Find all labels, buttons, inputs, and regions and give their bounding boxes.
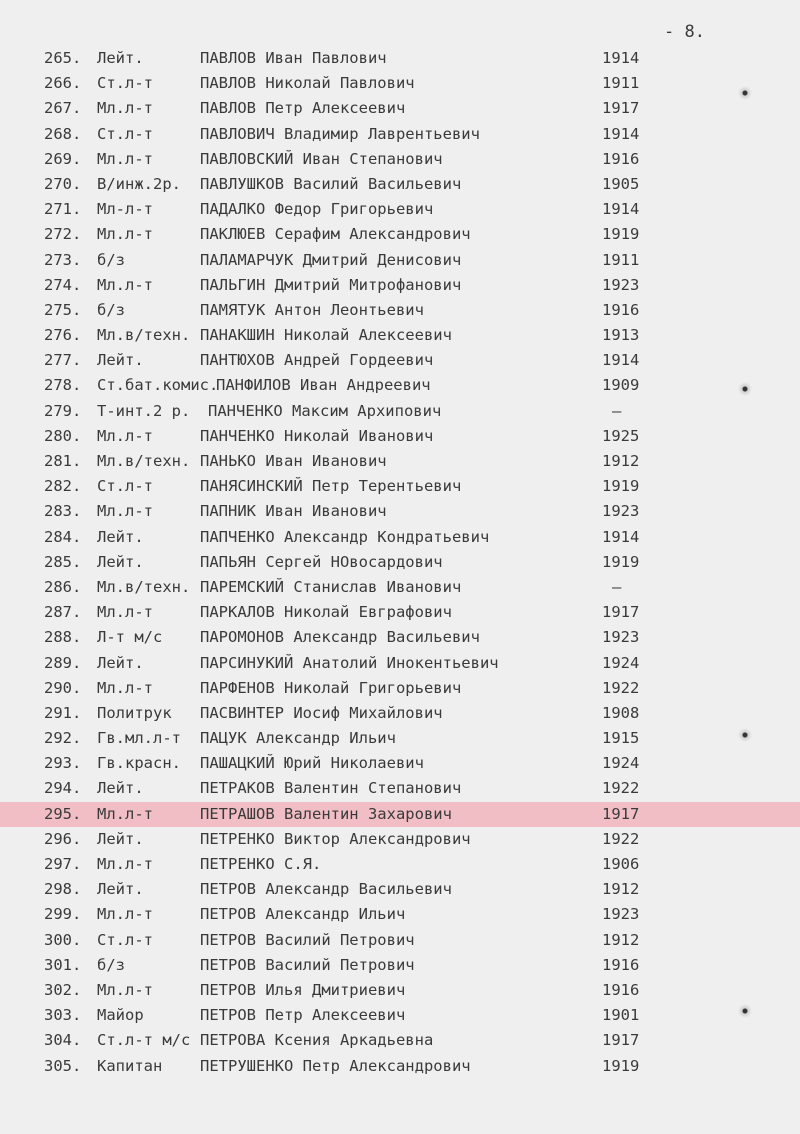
list-item	[0, 676, 800, 701]
entry-year: 1919	[602, 225, 640, 244]
list-item	[0, 625, 800, 650]
entry-year: 1901	[602, 1006, 640, 1025]
list-item	[0, 96, 800, 121]
entry-name: ПАРОМОНОВ Александр Васильевич	[200, 628, 480, 647]
entry-rank: Политрук	[97, 703, 172, 722]
entry-rank: Ст.л-т м/с	[97, 1031, 191, 1050]
list-item	[0, 197, 800, 222]
entry-year: 1914	[602, 124, 640, 143]
entry-number: 276.	[44, 326, 82, 345]
entry-name: ПАВЛУШКОВ Василий Васильевич	[200, 174, 462, 193]
list-item	[0, 248, 800, 273]
entry-name: ПАЛЬГИН Дмитрий Митрофанович	[200, 275, 462, 294]
list-item	[0, 424, 800, 449]
list-item	[0, 449, 800, 474]
entry-year: 1919	[602, 552, 640, 571]
entry-rank: б/з	[97, 250, 125, 269]
entry-number: 301.	[44, 955, 82, 974]
entry-year: 1914	[602, 527, 640, 546]
entry-number: 305.	[44, 1056, 82, 1075]
entry-number: 266.	[44, 74, 82, 93]
entry-name: ПАСВИНТЕР Иосиф Михайлович	[200, 703, 443, 722]
entry-name: ПАРФЕНОВ Николай Григорьевич	[200, 678, 462, 697]
entry-year: 1915	[602, 729, 640, 748]
entry-rank: Мл.в/техн.	[97, 452, 191, 470]
entry-year: 1914	[602, 200, 640, 219]
entry-name: ПАРКАЛОВ Николай Евграфович	[200, 603, 452, 622]
entry-rank: Мл.л-т	[97, 905, 153, 924]
list-item	[0, 71, 800, 96]
entry-rank: В/инж.2р.	[97, 174, 181, 193]
entry-name: ПАРЕМСКИЙ Станислав Иванович	[200, 577, 462, 596]
entry-year: 1923	[602, 502, 640, 521]
entry-number: 291.	[44, 703, 82, 722]
entry-rank: Лейт.	[97, 653, 144, 672]
entry-name: ПЕТРОВ Илья Дмитриевич	[200, 980, 406, 999]
entry-rank: Гв.красн.	[97, 754, 181, 773]
entry-rank: Ст.бат.комис.	[97, 376, 219, 395]
entry-number: 279.	[44, 401, 82, 420]
entry-year: –	[612, 401, 622, 420]
list-item	[0, 852, 800, 877]
list-item	[0, 273, 800, 298]
entry-year: 1912	[602, 930, 640, 949]
entry-number: 273.	[44, 250, 82, 269]
entry-number: 283.	[44, 502, 82, 521]
entry-number: 295.	[44, 804, 82, 823]
entry-rank: Т-инт.2 р.	[97, 401, 191, 420]
entry-number: 302.	[44, 980, 82, 999]
entry-name: ПЕТРУШЕНКО Петр Александрович	[200, 1056, 471, 1075]
entry-number: 289.	[44, 653, 82, 672]
entry-rank: Мл.л-т	[97, 275, 153, 294]
list-item	[0, 147, 800, 172]
list-item	[0, 751, 800, 776]
list-item	[0, 525, 800, 550]
list-item	[0, 46, 800, 71]
entry-number: 282.	[44, 477, 82, 496]
entry-name: ПАНЧЕНКО Максим Архипович	[208, 401, 442, 420]
entry-year: 1923	[602, 628, 640, 647]
entry-rank: Мл.л-т	[97, 678, 153, 697]
entry-rank: б/з	[97, 955, 125, 974]
entry-number: 288.	[44, 628, 82, 647]
entry-rank: Лейт.	[97, 880, 144, 899]
entry-rank: Ст.л-т	[97, 930, 153, 949]
entry-number: 271.	[44, 200, 82, 219]
entry-year: 1908	[602, 703, 640, 722]
entry-year: –	[612, 577, 622, 596]
punch-hole-mark	[738, 382, 752, 396]
entry-year: 1922	[602, 779, 640, 798]
list-item	[0, 600, 800, 625]
entry-year: 1917	[602, 804, 640, 823]
entry-name: ПАЛАМАРЧУК Дмитрий Денисович	[200, 250, 462, 269]
entry-number: 280.	[44, 426, 82, 445]
entry-name: ПАВЛОВИЧ Владимир Лаврентьевич	[200, 124, 480, 143]
entry-rank: Мл.л-т	[97, 99, 153, 118]
entry-number: 268.	[44, 124, 82, 143]
entry-rank: Лейт.	[97, 527, 144, 546]
list-item	[0, 978, 800, 1003]
list-item	[0, 172, 800, 197]
list-item	[0, 474, 800, 499]
entry-rank: Лейт.	[97, 829, 144, 848]
entry-year: 1917	[602, 99, 640, 118]
entry-rank: Л-т м/с	[97, 628, 163, 647]
entry-name: ПАВЛОВСКИЙ Иван Степанович	[200, 149, 443, 168]
entry-year: 1924	[602, 754, 640, 773]
entry-name: ПАНЬКО Иван Иванович	[200, 452, 387, 470]
entry-year: 1916	[602, 980, 640, 999]
entry-rank: Мл.л-т	[97, 603, 153, 622]
entry-name: ПАНЧЕНКО Николай Иванович	[200, 426, 434, 445]
list-item	[0, 701, 800, 726]
entry-name: ПЕТРЕНКО С.Я.	[200, 855, 322, 873]
entry-year: 1922	[602, 678, 640, 697]
entry-number: 304.	[44, 1031, 82, 1050]
entry-rank: Ст.л-т	[97, 124, 153, 143]
list-item	[0, 222, 800, 247]
entry-number: 267.	[44, 99, 82, 118]
entry-number: 275.	[44, 300, 82, 319]
list-item	[0, 298, 800, 323]
entry-rank: Мл.л-т	[97, 149, 153, 168]
entry-name: ПАШАЦКИЙ Юрий Николаевич	[200, 754, 424, 773]
list-item	[0, 877, 800, 902]
entry-year: 1911	[602, 250, 640, 269]
entry-year: 1911	[602, 74, 640, 93]
entry-year: 1917	[602, 603, 640, 622]
entry-name: ПАЦУК Александр Ильич	[200, 729, 396, 748]
entry-rank: Ст.л-т	[97, 74, 153, 93]
entry-name: ПАПНИК Иван Иванович	[200, 502, 387, 521]
entry-rank: б/з	[97, 300, 125, 319]
entry-name: ПАВЛОВ Петр Алексеевич	[200, 99, 406, 118]
entry-name: ПАВЛОВ Иван Павлович	[200, 49, 387, 67]
entry-year: 1914	[602, 49, 640, 67]
entry-rank: Лейт.	[97, 552, 144, 571]
entry-number: 270.	[44, 174, 82, 193]
entry-number: 300.	[44, 930, 82, 949]
entry-number: 299.	[44, 905, 82, 924]
entry-number: 284.	[44, 527, 82, 546]
entry-name: ПАРСИНУКИЙ Анатолий Инокентьевич	[200, 653, 499, 672]
entry-name: ПАПЬЯН Сергей НОвосардович	[200, 552, 443, 571]
list-item	[0, 953, 800, 978]
entry-rank: Мл.л-т	[97, 804, 153, 823]
entry-number: 285.	[44, 552, 82, 571]
entry-year: 1916	[602, 149, 640, 168]
entry-rank: Мл.л-т	[97, 225, 153, 244]
entry-name: ПЕТРАШОВ Валентин Захарович	[200, 804, 452, 823]
list-item	[0, 776, 800, 801]
table-row-highlighted	[0, 802, 800, 827]
list-item	[0, 1028, 800, 1053]
list-item	[0, 122, 800, 147]
entry-rank: Лейт.	[97, 779, 144, 798]
entry-number: 277.	[44, 351, 82, 370]
entry-year: 1919	[602, 1056, 640, 1075]
entry-rank: Лейт.	[97, 351, 144, 370]
entry-name: ПАВЛОВ Николай Павлович	[200, 74, 415, 93]
entry-number: 278.	[44, 376, 82, 395]
punch-hole-mark	[738, 1004, 752, 1018]
entry-name: ПАНЯСИНСКИЙ Петр Терентьевич	[200, 477, 462, 496]
entry-year: 1925	[602, 426, 640, 445]
entry-rank: Мл.в/техн.	[97, 326, 191, 345]
entry-rank: Мл.л-т	[97, 426, 153, 445]
list-item	[0, 348, 800, 373]
entry-year: 1906	[602, 855, 640, 873]
entry-name: ПАНФИЛОВ Иван Андреевич	[216, 376, 431, 395]
entry-name: ПАКЛЮЕВ Серафим Александрович	[200, 225, 471, 244]
entry-name: ПЕТРОВ Василий Петрович	[200, 955, 415, 974]
entry-rank: Капитан	[97, 1056, 163, 1075]
entry-year: 1905	[602, 174, 640, 193]
entry-name: ПАПЧЕНКО Александр Кондратьевич	[200, 527, 490, 546]
entry-name: ПЕТРОВ Петр Алексеевич	[200, 1006, 406, 1025]
entry-year: 1917	[602, 1031, 640, 1050]
entry-name: ПЕТРОВ Александр Ильич	[200, 905, 406, 924]
entry-number: 265.	[44, 49, 82, 67]
list-item	[0, 1003, 800, 1028]
list-item	[0, 827, 800, 852]
entry-year: 1919	[602, 477, 640, 496]
list-item	[0, 499, 800, 524]
entry-year: 1914	[602, 351, 640, 370]
entry-rank: Лейт.	[97, 49, 144, 67]
entry-number: 292.	[44, 729, 82, 748]
entry-rank: Гв.мл.л-т	[97, 729, 181, 748]
entry-number: 296.	[44, 829, 82, 848]
entry-number: 297.	[44, 855, 82, 873]
entry-rank: Майор	[97, 1006, 144, 1025]
roster-list	[0, 46, 800, 1079]
entry-number: 298.	[44, 880, 82, 899]
entry-number: 269.	[44, 149, 82, 168]
entry-name: ПЕТРАКОВ Валентин Степанович	[200, 779, 462, 798]
entry-number: 294.	[44, 779, 82, 798]
list-item	[0, 550, 800, 575]
entry-year: 1912	[602, 452, 640, 470]
entry-name: ПЕТРОВ Александр Васильевич	[200, 880, 452, 899]
entry-year: 1923	[602, 275, 640, 294]
entry-year: 1924	[602, 653, 640, 672]
list-item	[0, 373, 800, 398]
entry-rank: Мл.л-т	[97, 980, 153, 999]
page-number: - 8.	[664, 22, 705, 42]
entry-number: 303.	[44, 1006, 82, 1025]
list-item	[0, 902, 800, 927]
list-item	[0, 399, 800, 424]
list-item	[0, 575, 800, 600]
entry-number: 272.	[44, 225, 82, 244]
entry-year: 1912	[602, 880, 640, 899]
list-item	[0, 651, 800, 676]
entry-name: ПАНТЮХОВ Андрей Гордеевич	[200, 351, 434, 370]
entry-name: ПАНАКШИН Николай Алексеевич	[200, 326, 452, 345]
entry-year: 1909	[602, 376, 640, 395]
entry-rank: Мл.л-т	[97, 855, 153, 873]
entry-number: 293.	[44, 754, 82, 773]
entry-name: ПАМЯТУК Антон Леонтьевич	[200, 300, 424, 319]
entry-year: 1923	[602, 905, 640, 924]
entry-number: 274.	[44, 275, 82, 294]
entry-year: 1916	[602, 300, 640, 319]
list-item	[0, 928, 800, 953]
list-item	[0, 323, 800, 348]
entry-name: ПЕТРОВ Василий Петрович	[200, 930, 415, 949]
entry-name: ПЕТРЕНКО Виктор Александрович	[200, 829, 471, 848]
list-item	[0, 1054, 800, 1079]
entry-year: 1913	[602, 326, 640, 345]
entry-number: 290.	[44, 678, 82, 697]
entry-rank: Ст.л-т	[97, 477, 153, 496]
entry-rank: Мл.л-т	[97, 502, 153, 521]
entry-number: 286.	[44, 577, 82, 596]
entry-name: ПЕТРОВА Ксения Аркадьевна	[200, 1031, 434, 1050]
entry-rank: Мл.в/техн.	[97, 577, 191, 596]
entry-year: 1916	[602, 955, 640, 974]
entry-name: ПАДАЛКО Федор Григорьевич	[200, 200, 434, 219]
entry-rank: Мл-л-т	[97, 200, 153, 219]
punch-hole-mark	[738, 86, 752, 100]
entry-number: 281.	[44, 452, 82, 470]
entry-number: 287.	[44, 603, 82, 622]
list-item	[0, 726, 800, 751]
punch-hole-mark	[738, 728, 752, 742]
entry-year: 1922	[602, 829, 640, 848]
